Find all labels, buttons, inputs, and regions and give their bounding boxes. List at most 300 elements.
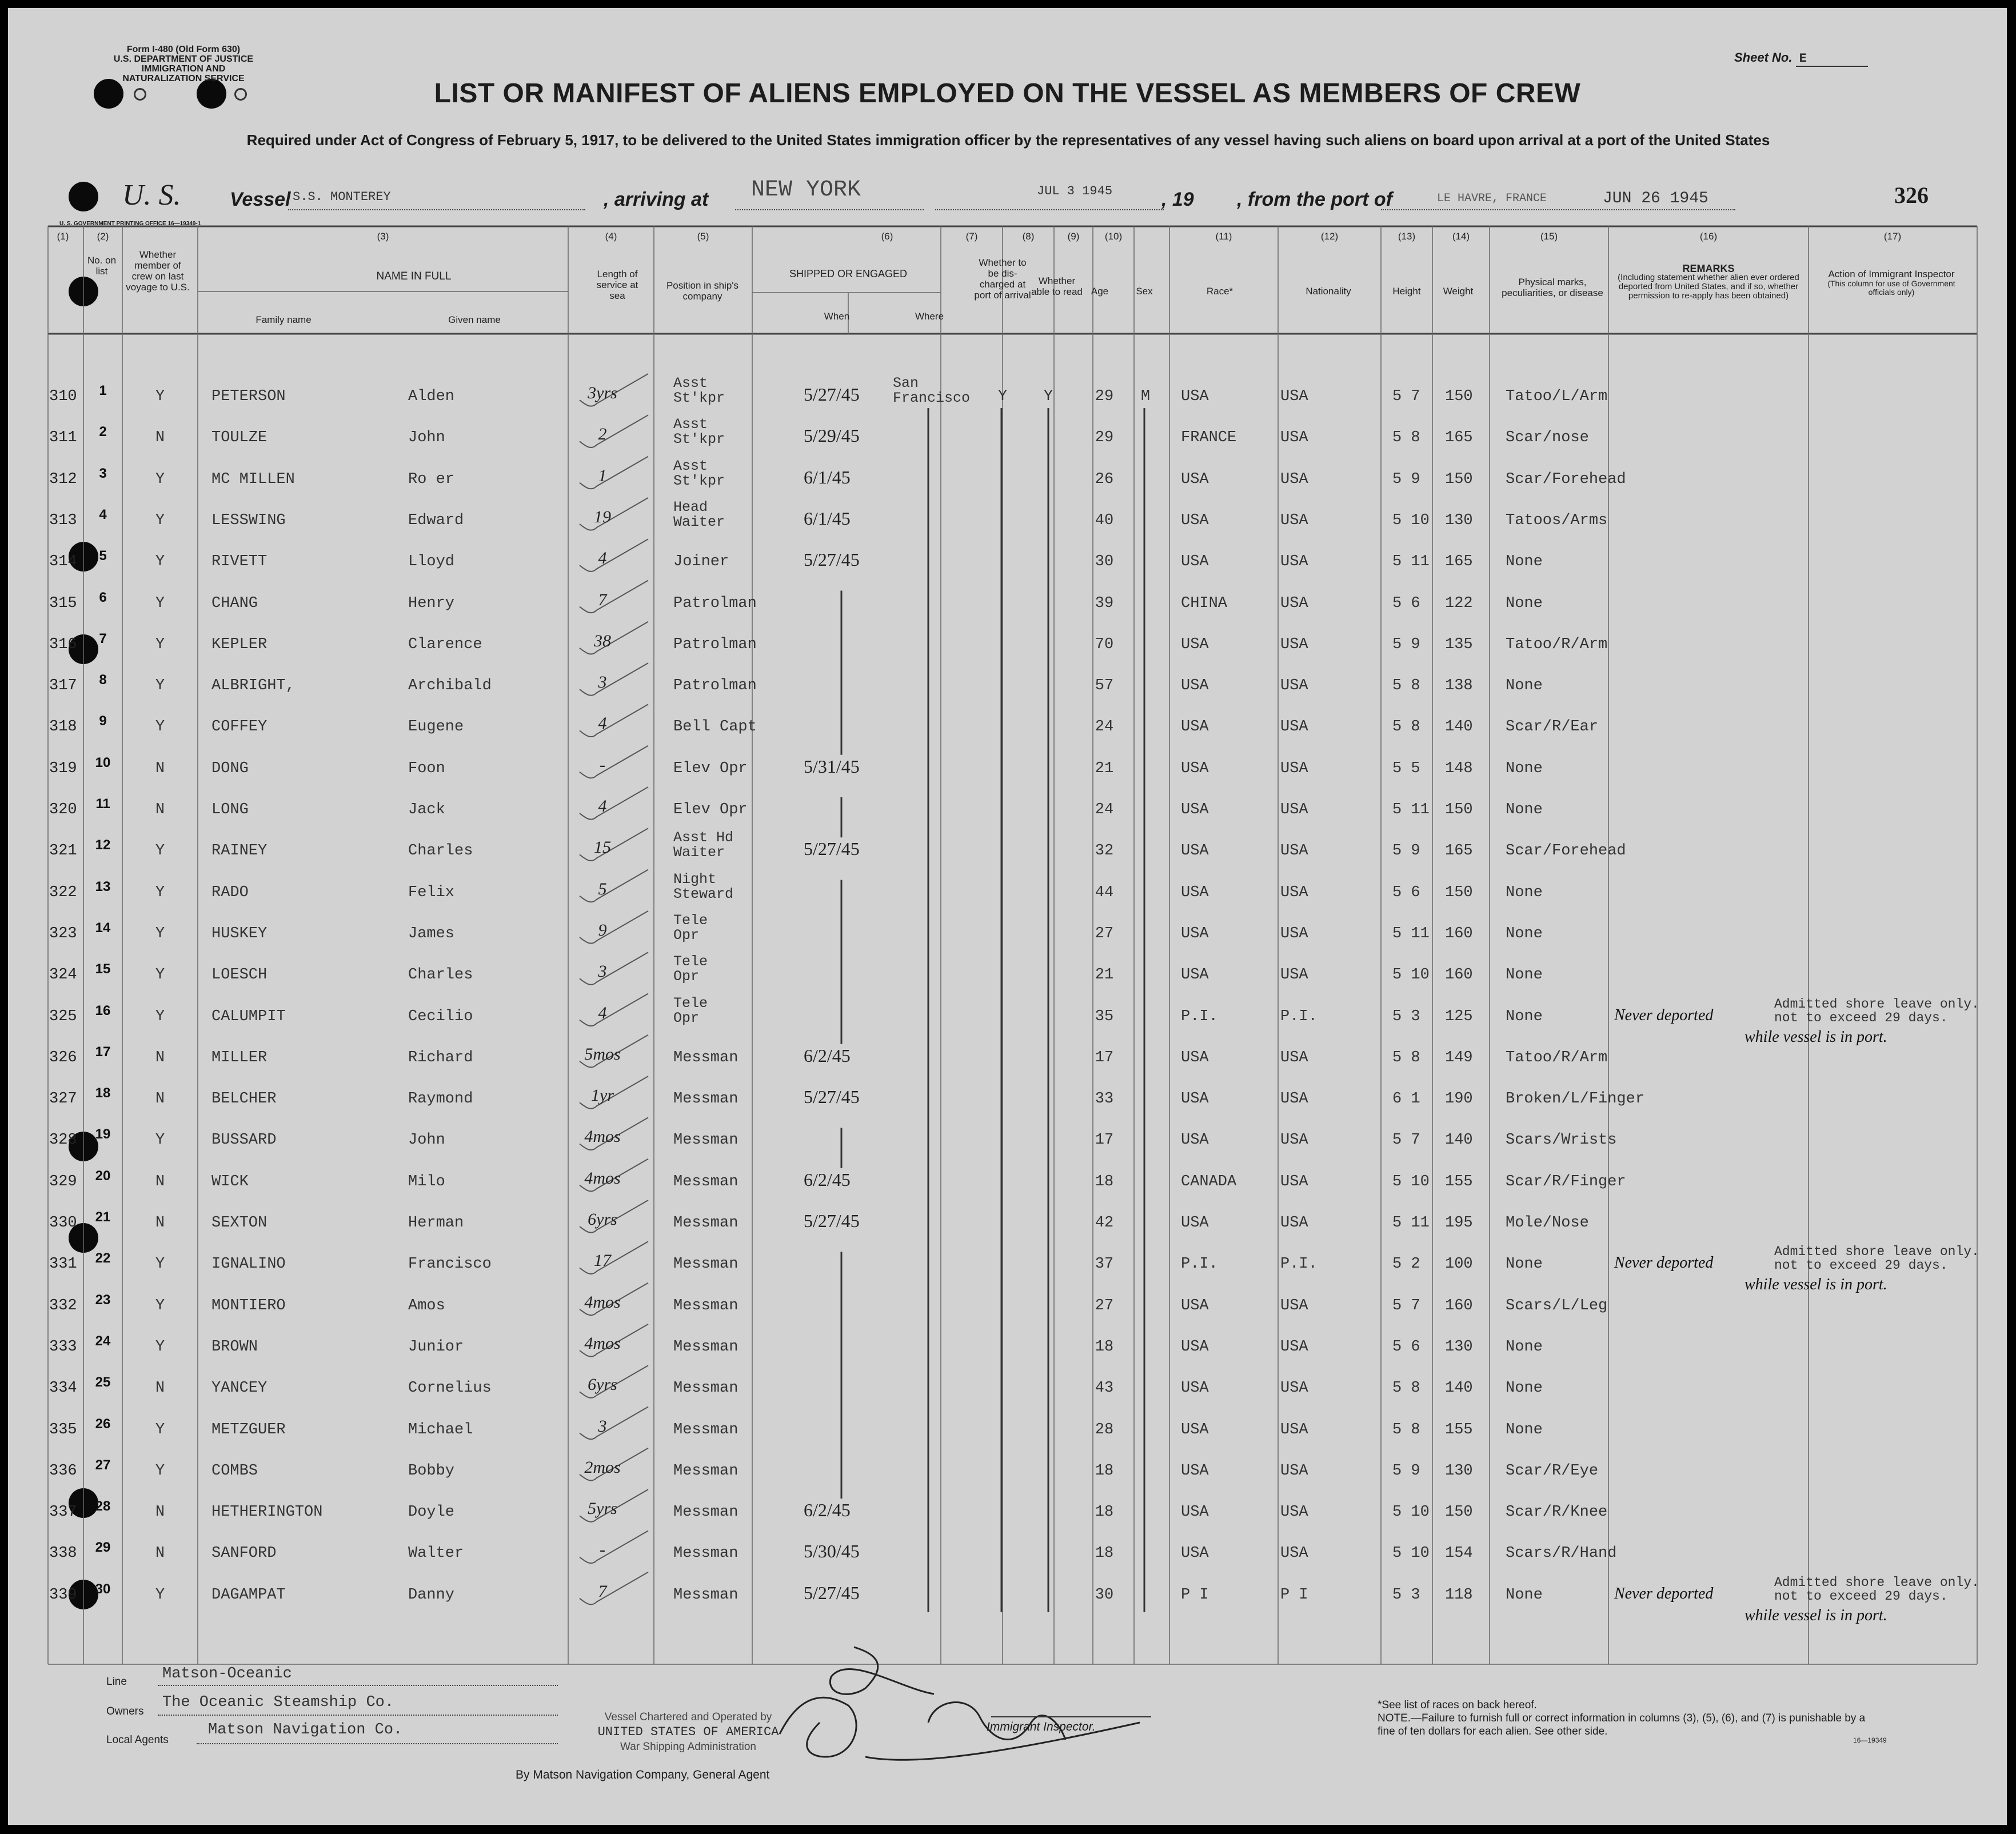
row-family-name: HUSKEY xyxy=(211,925,268,942)
row-family-name: KEPLER xyxy=(211,636,268,653)
row-shipped-when: 5/30/45 xyxy=(804,1541,860,1562)
row-physical-marks: Scars/Wrists xyxy=(1506,1132,1617,1149)
column-number: (6) xyxy=(881,231,893,242)
manifest-sheet xyxy=(8,8,2007,1825)
row-height: 5 11 xyxy=(1392,553,1430,571)
row-weight: 155 xyxy=(1445,1421,1473,1439)
row-position: Messman xyxy=(673,1504,738,1521)
row-line-number: 337 xyxy=(49,1504,77,1521)
row-line-number: 325 xyxy=(49,1008,77,1025)
row-line-number: 339 xyxy=(49,1586,77,1604)
form-code: 16—19349 xyxy=(1853,1736,1887,1744)
remark-handwritten-2: while vessel is in port. xyxy=(1744,1276,1887,1294)
header-member-last-voyage: Whether member of crew on last voyage to U.S. xyxy=(126,249,190,293)
row-number: 2 xyxy=(99,424,107,440)
row-weight: 160 xyxy=(1445,925,1473,942)
row-number: 26 xyxy=(95,1416,111,1432)
row-family-name: HETHERINGTON xyxy=(211,1504,323,1521)
footer-owners-label: Owners xyxy=(106,1705,144,1717)
row-position-line: Waiter xyxy=(673,844,725,861)
row-given-name: Francisco xyxy=(408,1256,492,1273)
row-weight: 150 xyxy=(1445,801,1473,818)
row-weight: 100 xyxy=(1445,1256,1473,1273)
row-given-name: Walter xyxy=(408,1545,464,1563)
remark-typed xyxy=(1774,1245,1979,1272)
row-height: 5 6 xyxy=(1392,594,1420,612)
row-length-of-service: 4mos xyxy=(584,1333,621,1353)
row-position-line: Asst xyxy=(673,416,708,433)
row-family-name: RIVETT xyxy=(211,553,268,571)
row-race: USA xyxy=(1181,1132,1209,1149)
row-physical-marks: Scar/nose xyxy=(1506,429,1589,447)
row-weight: 150 xyxy=(1445,1504,1473,1521)
row-given-name: Foon xyxy=(408,760,445,777)
row-family-name: SANFORD xyxy=(211,1545,277,1563)
row-nationality: USA xyxy=(1280,1462,1308,1480)
row-height: 5 10 xyxy=(1392,1504,1430,1521)
row-given-name: Doyle xyxy=(408,1504,455,1521)
sheet-value: E xyxy=(1796,51,1868,67)
row-height: 5 10 xyxy=(1392,1545,1430,1563)
header-race: Race* xyxy=(1206,286,1233,297)
row-position: Messman xyxy=(673,1380,738,1397)
row-age: 21 xyxy=(1095,966,1114,984)
row-given-name: Alden xyxy=(408,388,455,405)
row-position-line: Steward xyxy=(673,885,734,902)
column-number: (9) xyxy=(1067,231,1080,242)
row-nationality: USA xyxy=(1280,884,1308,901)
row-family-name: COMBS xyxy=(211,1462,258,1480)
row-race: USA xyxy=(1181,388,1209,405)
row-member-last-voyage: N xyxy=(155,1380,165,1397)
row-length-of-service: 19 xyxy=(594,507,611,526)
row-family-name: CHANG xyxy=(211,594,258,612)
charter-line3: War Shipping Administration xyxy=(620,1741,756,1753)
row-family-name: ALBRIGHT, xyxy=(211,677,295,695)
row-age: 17 xyxy=(1095,1049,1114,1066)
row-weight: 140 xyxy=(1445,1380,1473,1397)
row-height: 5 9 xyxy=(1392,636,1420,653)
header-where: Where xyxy=(915,311,944,322)
row-number: 3 xyxy=(99,465,107,481)
row-age: 57 xyxy=(1095,677,1114,695)
row-number: 24 xyxy=(95,1333,111,1349)
row-sex: M xyxy=(1140,388,1151,405)
row-number: 15 xyxy=(95,961,111,977)
row-family-name: CALUMPIT xyxy=(211,1008,286,1025)
row-member-last-voyage: Y xyxy=(155,966,165,984)
row-number: 19 xyxy=(95,1126,111,1142)
remark-typed-line: Admitted shore leave only. xyxy=(1774,1575,1979,1590)
row-member-last-voyage: Y xyxy=(155,884,165,901)
row-family-name: BUSSARD xyxy=(211,1132,277,1149)
row-position: Messman xyxy=(673,1545,738,1563)
footer-owners-value: The Oceanic Steamship Co. xyxy=(162,1694,394,1711)
row-physical-marks: Scar/R/Knee xyxy=(1506,1504,1608,1521)
row-height: 5 7 xyxy=(1392,1297,1420,1314)
row-race: USA xyxy=(1181,1338,1209,1356)
arriving-label: , arriving at xyxy=(604,189,709,210)
note-failure: NOTE.—Failure to furnish full or correct information in columns (3), (5), (6), and (7) is punishable by a fine of ten dollars for each alien. See other side. xyxy=(1378,1712,1866,1737)
printing-office: U. S. GOVERNMENT PRINTING OFFICE 16—19349-1 xyxy=(59,221,201,227)
header-length-of-service: Length of service at sea xyxy=(596,269,638,301)
row-position xyxy=(673,954,708,984)
row-length-of-service: 3yrs xyxy=(588,383,617,402)
year-prefix: , 19 xyxy=(1161,189,1194,210)
row-number: 18 xyxy=(95,1085,111,1101)
row-height: 5 5 xyxy=(1392,760,1420,777)
column-number: (7) xyxy=(965,231,978,242)
row-age: 27 xyxy=(1095,1297,1114,1314)
column-number: (8) xyxy=(1022,231,1035,242)
row-age: 18 xyxy=(1095,1504,1114,1521)
row-height: 5 8 xyxy=(1392,429,1420,447)
header-weight: Weight xyxy=(1443,286,1474,297)
row-nationality: USA xyxy=(1280,718,1308,736)
header-action-note: (This column for use of Government officials only) xyxy=(1827,279,1955,297)
row-physical-marks: None xyxy=(1506,1586,1543,1604)
row-member-last-voyage: N xyxy=(155,1545,165,1563)
footer-agents-value: Matson Navigation Co. xyxy=(208,1721,403,1739)
row-weight: 165 xyxy=(1445,842,1473,860)
row-number: 29 xyxy=(95,1540,111,1556)
row-physical-marks: Scars/R/Hand xyxy=(1506,1545,1617,1563)
row-height: 5 9 xyxy=(1392,1462,1420,1480)
row-given-name: Charles xyxy=(408,842,473,860)
row-race: USA xyxy=(1181,553,1209,571)
row-number: 7 xyxy=(99,630,107,646)
row-length-of-service: 5 xyxy=(598,879,607,898)
header-action-title: Action of Immigrant Inspector xyxy=(1828,269,1955,279)
row-number: 28 xyxy=(95,1499,111,1515)
row-length-of-service: 7 xyxy=(598,1581,607,1601)
header-shipped-engaged: SHIPPED OR ENGAGED xyxy=(789,268,908,279)
column-number: (10) xyxy=(1104,231,1123,242)
row-race: USA xyxy=(1181,636,1209,653)
row-position: Messman xyxy=(673,1462,738,1480)
row-number: 23 xyxy=(95,1292,111,1308)
column-number: (11) xyxy=(1215,231,1232,242)
remark-typed-line: not to exceed 29 days. xyxy=(1774,1258,1948,1273)
row-height: 5 8 xyxy=(1392,1049,1420,1066)
row-height: 5 11 xyxy=(1392,925,1430,942)
row-age: 26 xyxy=(1095,470,1114,488)
row-number: 30 xyxy=(95,1581,111,1597)
row-nationality: USA xyxy=(1280,1049,1308,1066)
row-given-name: Junior xyxy=(408,1338,464,1356)
footer-line-label: Line xyxy=(106,1676,127,1688)
row-position-line: Tele xyxy=(673,994,708,1012)
header-position: Position in ship's company xyxy=(666,280,739,302)
header-remarks xyxy=(1614,264,1803,301)
note-races: *See list of races on back hereof. xyxy=(1378,1699,1537,1711)
row-position xyxy=(673,376,725,406)
column-number: (13) xyxy=(1398,231,1416,242)
row-position xyxy=(673,913,708,943)
row-line-number: 312 xyxy=(49,470,77,488)
row-race: USA xyxy=(1181,677,1209,695)
row-height: 5 6 xyxy=(1392,1338,1420,1356)
row-given-name: Felix xyxy=(408,884,455,901)
row-physical-marks: None xyxy=(1506,801,1543,818)
row-line-number: 329 xyxy=(49,1173,77,1190)
row-weight: 150 xyxy=(1445,470,1473,488)
row-shipped-when: 5/27/45 xyxy=(804,1582,860,1603)
row-shipped-when: 6/2/45 xyxy=(804,1169,851,1190)
row-shipped-when: 5/27/45 xyxy=(804,1086,860,1108)
row-member-last-voyage: Y xyxy=(155,1338,165,1356)
row-position: Patrolman xyxy=(673,594,757,612)
row-given-name: Amos xyxy=(408,1297,445,1314)
row-race: USA xyxy=(1181,718,1209,736)
row-physical-marks: Scar/Forehead xyxy=(1506,470,1626,488)
row-nationality: USA xyxy=(1280,512,1308,529)
row-position: Patrolman xyxy=(673,677,757,695)
row-member-last-voyage: Y xyxy=(155,1421,165,1439)
charter-agent: By Matson Navigation Company, General Agent xyxy=(516,1768,770,1781)
row-physical-marks: Mole/Nose xyxy=(1506,1214,1589,1232)
row-weight: 138 xyxy=(1445,677,1473,695)
row-number: 21 xyxy=(95,1209,111,1225)
column-number: (15) xyxy=(1540,231,1558,242)
row-number: 5 xyxy=(99,548,107,564)
row-weight: 190 xyxy=(1445,1090,1473,1108)
row-position-line: St'kpr xyxy=(673,431,725,448)
row-position: Patrolman xyxy=(673,636,757,653)
row-nationality: USA xyxy=(1280,760,1308,777)
row-race: CHINA xyxy=(1181,594,1228,612)
row-family-name: DONG xyxy=(211,760,249,777)
row-position: Messman xyxy=(673,1586,738,1604)
row-physical-marks: Scar/R/Ear xyxy=(1506,718,1599,736)
row-given-name: Richard xyxy=(408,1049,473,1066)
row-weight: 165 xyxy=(1445,429,1473,447)
row-height: 5 10 xyxy=(1392,512,1430,529)
column-number: (4) xyxy=(605,231,617,242)
row-line-number: 333 xyxy=(49,1338,77,1356)
row-race: USA xyxy=(1181,1090,1209,1108)
row-position-line: Head xyxy=(673,498,708,516)
row-length-of-service: 5yrs xyxy=(588,1499,617,1519)
form-department: U.S. DEPARTMENT OF JUSTICE xyxy=(113,54,254,64)
row-length-of-service: 38 xyxy=(594,631,611,650)
footer-owners-underline xyxy=(158,1715,558,1716)
row-member-last-voyage: N xyxy=(155,1214,165,1232)
row-family-name: MONTIERO xyxy=(211,1297,286,1314)
row-member-last-voyage: Y xyxy=(155,1008,165,1025)
header-given-name: Given name xyxy=(448,314,501,325)
row-nationality: USA xyxy=(1280,677,1308,695)
row-physical-marks: Tatoo/L/Arm xyxy=(1506,388,1608,405)
row-physical-marks: None xyxy=(1506,925,1543,942)
row-position: Messman xyxy=(673,1214,738,1232)
row-line-number: 315 xyxy=(49,594,77,612)
row-length-of-service: 5mos xyxy=(584,1044,621,1064)
row-given-name: Henry xyxy=(408,594,455,612)
row-position: Messman xyxy=(673,1256,738,1273)
row-number: 9 xyxy=(99,713,107,729)
row-number: 16 xyxy=(95,1002,111,1018)
row-weight: 160 xyxy=(1445,966,1473,984)
row-given-name: Lloyd xyxy=(408,553,455,571)
row-position xyxy=(673,417,725,447)
row-race: FRANCE xyxy=(1181,429,1237,447)
row-nationality: USA xyxy=(1280,1545,1308,1563)
footer-notes xyxy=(1378,1699,1869,1738)
row-number: 10 xyxy=(95,754,111,770)
row-member-last-voyage: Y xyxy=(155,512,165,529)
row-position-line: St'kpr xyxy=(673,472,725,489)
remark-handwritten-2: while vessel is in port. xyxy=(1744,1606,1887,1624)
row-length-of-service: 4 xyxy=(598,714,607,733)
row-member-last-voyage: N xyxy=(155,760,165,777)
header-height: Height xyxy=(1392,286,1421,297)
row-line-number: 316 xyxy=(49,636,77,653)
row-race: USA xyxy=(1181,1297,1209,1314)
row-position: Messman xyxy=(673,1090,738,1108)
row-member-last-voyage: Y xyxy=(155,553,165,571)
remark-typed-line: not to exceed 29 days. xyxy=(1774,1010,1948,1025)
row-nationality: USA xyxy=(1280,1214,1308,1232)
row-physical-marks: None xyxy=(1506,966,1543,984)
row-given-name: Charles xyxy=(408,966,473,984)
footer-line-underline xyxy=(158,1685,558,1686)
row-length-of-service: 3 xyxy=(598,673,607,692)
remark-typed xyxy=(1774,1576,1979,1603)
row-weight: 125 xyxy=(1445,1008,1473,1025)
row-family-name: COFFEY xyxy=(211,718,268,736)
row-physical-marks: Tatoo/R/Arm xyxy=(1506,636,1608,653)
row-race: USA xyxy=(1181,1214,1209,1232)
row-nationality: USA xyxy=(1280,1380,1308,1397)
row-number: 11 xyxy=(95,796,110,812)
row-physical-marks: None xyxy=(1506,1008,1543,1025)
row-height: 5 10 xyxy=(1392,1173,1430,1190)
row-height: 5 8 xyxy=(1392,718,1420,736)
row-physical-marks: None xyxy=(1506,1256,1543,1273)
row-position: Joiner xyxy=(673,553,729,571)
row-position-line: Asst xyxy=(673,375,708,391)
remark-handwritten: Never deported xyxy=(1614,1584,1714,1603)
header-discharged: Whether to be dis-charged at port of arrival xyxy=(974,257,1031,301)
row-race: P.I. xyxy=(1181,1008,1218,1025)
row-weight: 135 xyxy=(1445,636,1473,653)
row-line-number: 335 xyxy=(49,1421,77,1439)
stamped-number: 326 xyxy=(1894,182,1929,208)
row-shipped-where: San Francisco xyxy=(893,375,971,406)
row-position xyxy=(673,872,733,902)
row-given-name: Archibald xyxy=(408,677,492,695)
row-family-name: METZGUER xyxy=(211,1421,286,1439)
row-given-name: Eugene xyxy=(408,718,464,736)
row-member-last-voyage: Y xyxy=(155,470,165,488)
row-number: 17 xyxy=(95,1044,111,1060)
row-height: 5 11 xyxy=(1392,1214,1430,1232)
footer-agents-label: Local Agents xyxy=(106,1734,169,1746)
header-nationality: Nationality xyxy=(1306,286,1351,297)
row-weight: 150 xyxy=(1445,884,1473,901)
form-number: Form I-480 (Old Form 630) xyxy=(126,45,241,54)
row-physical-marks: Tatoos/Arms xyxy=(1506,512,1608,529)
row-position: Messman xyxy=(673,1297,738,1314)
row-nationality: P I xyxy=(1280,1586,1308,1604)
row-given-name: John xyxy=(408,429,445,447)
row-physical-marks: None xyxy=(1506,594,1543,612)
row-age: 39 xyxy=(1095,594,1114,612)
header-remarks-title: REMARKS xyxy=(1682,263,1735,274)
row-physical-marks: None xyxy=(1506,1421,1543,1439)
row-length-of-service: - xyxy=(600,755,605,774)
row-family-name: LESSWING xyxy=(211,512,286,529)
row-number: 14 xyxy=(95,920,111,936)
header-sex: Sex xyxy=(1136,286,1153,297)
row-number: 22 xyxy=(95,1250,111,1266)
remark-typed-line: not to exceed 29 days. xyxy=(1774,1588,1948,1604)
row-line-number: 332 xyxy=(49,1297,77,1314)
row-position: Messman xyxy=(673,1173,738,1190)
charter-line2: UNITED STATES OF AMERICA xyxy=(597,1725,779,1739)
row-physical-marks: Scar/Forehead xyxy=(1506,842,1626,860)
page-title: LIST OR MANIFEST OF ALIENS EMPLOYED ON THE VESSEL AS MEMBERS OF CREW xyxy=(434,78,1581,109)
row-position: Messman xyxy=(673,1421,738,1439)
row-race: USA xyxy=(1181,512,1209,529)
row-given-name: Cornelius xyxy=(408,1380,492,1397)
row-nationality: USA xyxy=(1280,842,1308,860)
row-physical-marks: Scars/L/Leg xyxy=(1506,1297,1608,1314)
row-length-of-service: 7 xyxy=(598,590,607,609)
row-age: 35 xyxy=(1095,1008,1114,1025)
row-member-last-voyage: N xyxy=(155,1173,165,1190)
inspector-label: Immigrant Inspector. xyxy=(987,1720,1096,1733)
row-age: 28 xyxy=(1095,1421,1114,1439)
row-physical-marks: Tatoo/R/Arm xyxy=(1506,1049,1608,1066)
row-height: 5 8 xyxy=(1392,1421,1420,1439)
row-length-of-service: 15 xyxy=(594,838,611,857)
row-race: P I xyxy=(1181,1586,1209,1604)
row-height: 5 9 xyxy=(1392,842,1420,860)
row-member-last-voyage: Y xyxy=(155,842,165,860)
row-family-name: PETERSON xyxy=(211,388,286,405)
row-age: 42 xyxy=(1095,1214,1114,1232)
row-given-name: Clarence xyxy=(408,636,482,653)
row-family-name: DAGAMPAT xyxy=(211,1586,286,1604)
row-family-name: TOULZE xyxy=(211,429,268,447)
row-shipped-when: 6/1/45 xyxy=(804,508,851,529)
row-length-of-service: 1yr xyxy=(591,1086,614,1105)
row-age: 40 xyxy=(1095,512,1114,529)
row-nationality: USA xyxy=(1280,1297,1308,1314)
departure-date-stamp: JUN 26 1945 xyxy=(1603,190,1708,207)
row-age: 29 xyxy=(1095,388,1114,405)
row-race: USA xyxy=(1181,470,1209,488)
row-position-line: Opr xyxy=(673,926,700,944)
row-position-line: Opr xyxy=(673,968,700,985)
row-length-of-service: 17 xyxy=(594,1251,611,1270)
row-given-name: Jack xyxy=(408,801,445,818)
row-member-last-voyage: Y xyxy=(155,1132,165,1149)
row-family-name: MC MILLEN xyxy=(211,470,295,488)
column-number: (12) xyxy=(1320,231,1339,242)
row-nationality: USA xyxy=(1280,1504,1308,1521)
row-physical-marks: None xyxy=(1506,677,1543,695)
row-member-last-voyage: Y xyxy=(155,677,165,695)
row-given-name: Bobby xyxy=(408,1462,455,1480)
row-line-number: 313 xyxy=(49,512,77,529)
row-member-last-voyage: Y xyxy=(155,1462,165,1480)
row-height: 5 11 xyxy=(1392,801,1430,818)
column-number: (14) xyxy=(1452,231,1470,242)
row-weight: 140 xyxy=(1445,718,1473,736)
